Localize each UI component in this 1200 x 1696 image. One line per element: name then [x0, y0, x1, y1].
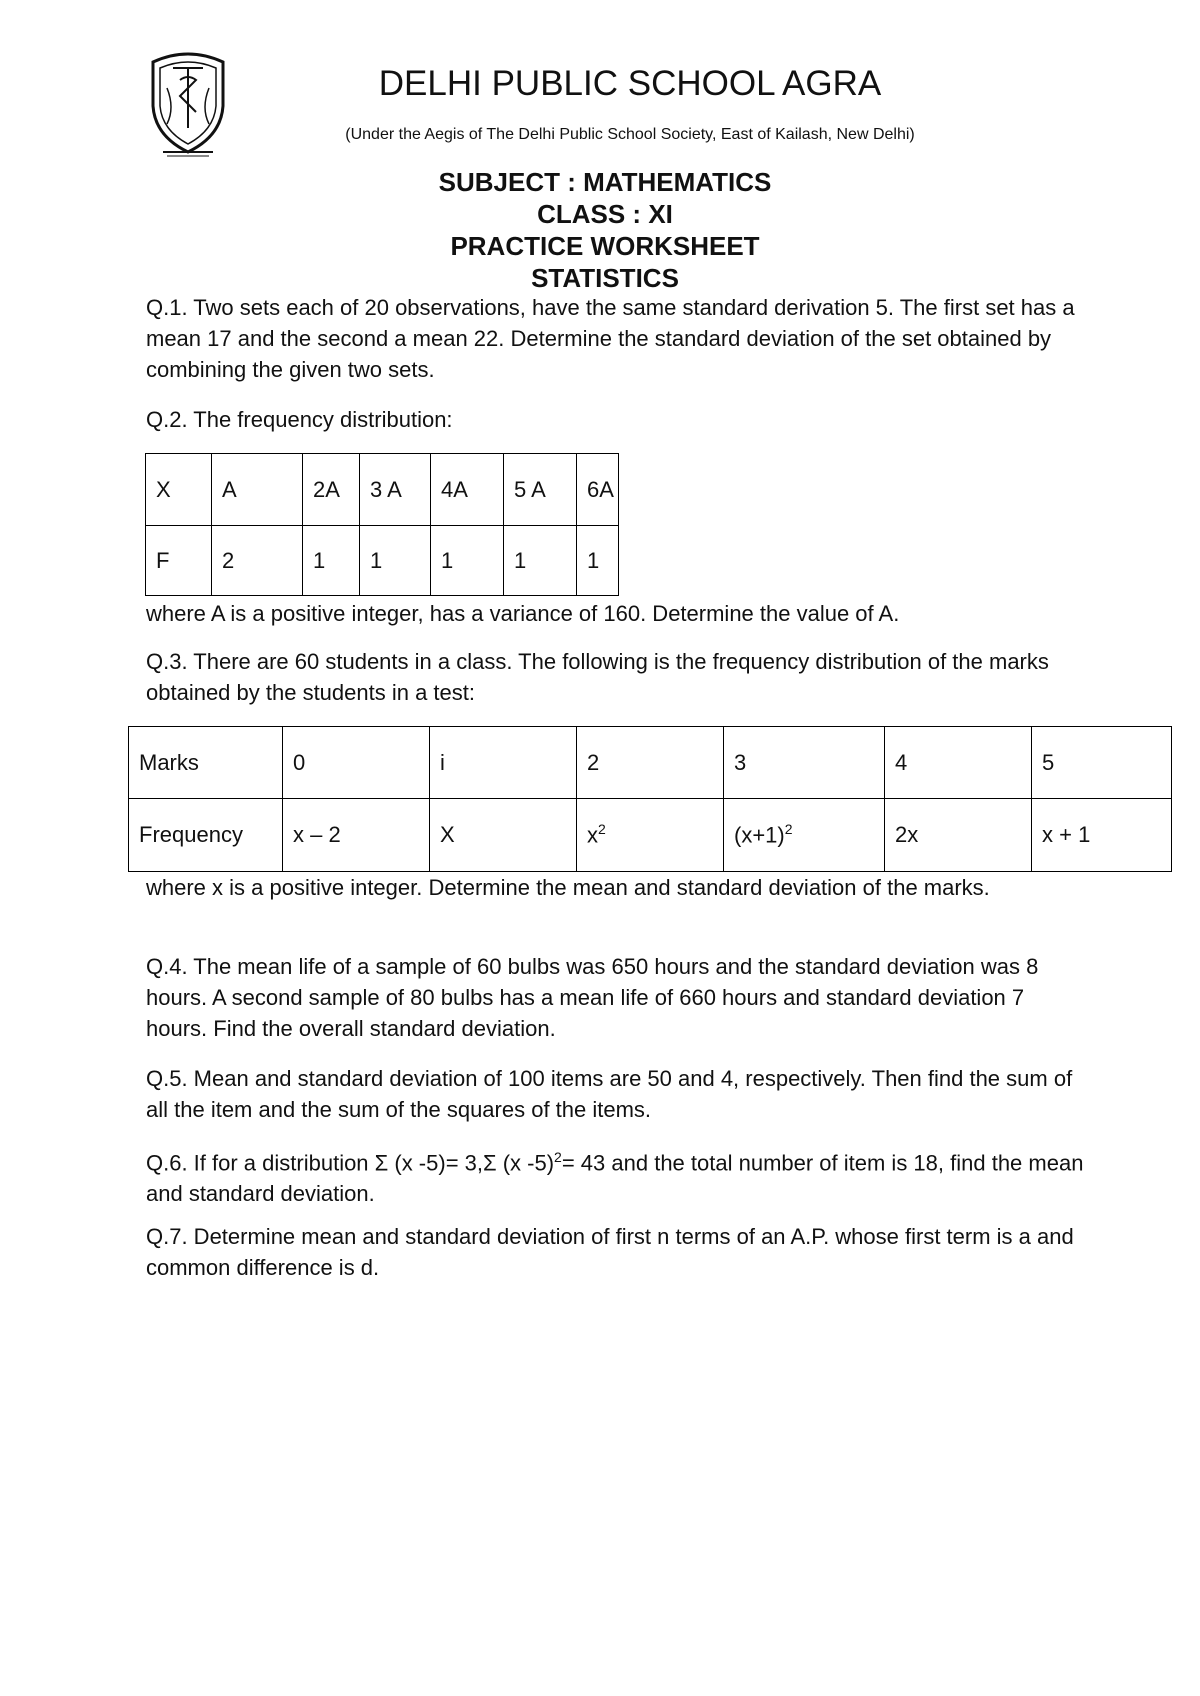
table-cell: 3 — [724, 727, 885, 799]
question-7: Q.7. Determine mean and standard deviation of first n terms of an A.P. whose first term is a and common difference is d. — [146, 1224, 1074, 1280]
table-cell: 6A — [577, 454, 619, 526]
question-6 — [146, 1142, 1086, 1209]
table-cell: 2 — [212, 526, 303, 596]
question-4: Q.4. The mean life of a sample of 60 bulbs was 650 hours and the standard deviation was 8 hours. A second sample of 80 bulbs has a mean life of 660 hours and standard deviation 7 hours. Find the overall standard deviation. — [146, 954, 1039, 1041]
worksheet-heading — [0, 166, 1200, 294]
table-cell: 4 — [885, 727, 1032, 799]
cell-exponent: 2 — [598, 821, 606, 838]
table-1 — [145, 453, 619, 596]
table-cell: 1 — [577, 526, 619, 596]
question-3-text: where x is a positive integer. Determine the mean and standard deviation of the marks. — [146, 875, 990, 900]
table-cell: 1 — [431, 526, 504, 596]
table-cell: 5 — [1032, 727, 1172, 799]
table-cell: 1 — [504, 526, 577, 596]
table-cell: 2 — [577, 727, 724, 799]
question-1: Q.1. Two sets each of 20 observations, have the same standard derivation 5. The first set has a mean 17 and the second a mean 22. Determine the standard deviation of the set obtained by combining the given two sets. — [146, 295, 1075, 382]
table-1-row-f — [146, 526, 619, 596]
class-line: CLASS : XI — [537, 199, 673, 229]
question-5: Q.5. Mean and standard deviation of 100 items are 50 and 4, respectively. Then find the sum of all the item and the sum of the squares of the items. — [146, 1066, 1073, 1122]
question-2-text: where A is a positive integer, has a variance of 160. Determine the value of A. — [146, 601, 900, 626]
table-cell: x – 2 — [283, 799, 430, 872]
table-cell — [577, 799, 724, 872]
table-cell: i — [430, 727, 577, 799]
table-cell: 4A — [431, 454, 504, 526]
school-name: DELHI PUBLIC SCHOOL AGRA — [378, 64, 882, 103]
cell-base: x — [587, 822, 598, 848]
table-cell: X — [146, 454, 212, 526]
table-cell: 2A — [303, 454, 360, 526]
table-2 — [128, 726, 1172, 872]
table-1-row-x — [146, 454, 619, 526]
table-cell: Frequency — [129, 799, 283, 872]
question-3-intro: Q.3. There are 60 students in a class. The following is the frequency distribution of the marks obtained by the students in a test: — [146, 649, 1049, 705]
table-cell: 2x — [885, 799, 1032, 872]
question-6-exponent: 2 — [554, 1149, 562, 1165]
table-2-row-frequency — [129, 799, 1172, 872]
topic-line: STATISTICS — [531, 263, 679, 293]
table-2-row-marks — [129, 727, 1172, 799]
question-6-part-b: = 43 and the total number of item is 18, find the mean and standard deviation. — [146, 1150, 1084, 1207]
table-cell: 3 A — [360, 454, 431, 526]
table-cell: 1 — [303, 526, 360, 596]
subject-line: SUBJECT : MATHEMATICS — [438, 167, 772, 197]
table-cell: 1 — [360, 526, 431, 596]
question-2-intro: Q.2. The frequency distribution: — [146, 407, 453, 432]
table-cell: 5 A — [504, 454, 577, 526]
table-cell: x + 1 — [1032, 799, 1172, 872]
table-cell: F — [146, 526, 212, 596]
table-cell: Marks — [129, 727, 283, 799]
table-cell — [724, 799, 885, 872]
worksheet-line: PRACTICE WORKSHEET — [450, 231, 760, 261]
aegis-subtitle: (Under the Aegis of The Delhi Public School Society, East of Kailash, New Delhi) — [345, 126, 915, 143]
cell-base: (x+1) — [734, 822, 785, 848]
table-cell: 0 — [283, 727, 430, 799]
table-cell: X — [430, 799, 577, 872]
cell-exponent: 2 — [784, 821, 793, 838]
table-cell: A — [212, 454, 303, 526]
question-6-part-a: Q.6. If for a distribution Σ (x -5)= 3,Σ (x -5) — [146, 1150, 555, 1176]
